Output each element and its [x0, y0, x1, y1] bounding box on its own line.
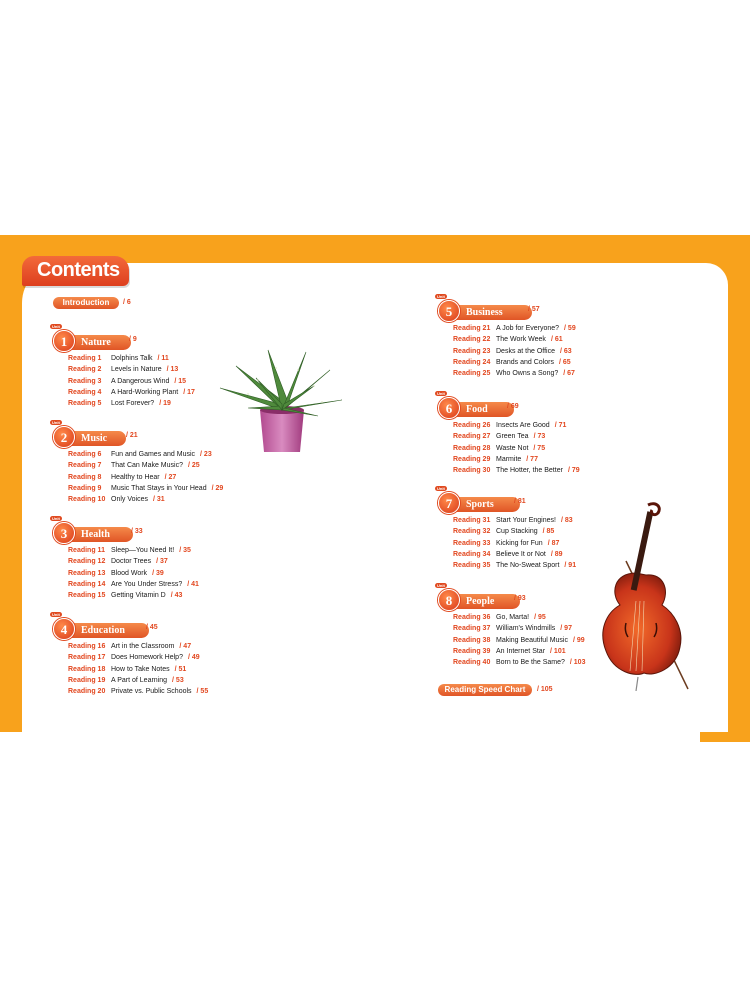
reading-title: William's Windmills: [496, 625, 556, 633]
reading-row[interactable]: [453, 549, 576, 560]
introduction-link[interactable]: Introduction: [53, 297, 119, 309]
reading-page: / 73: [533, 433, 546, 441]
reading-number: Reading 24: [453, 358, 491, 366]
reading-title: Healthy to Hear: [111, 473, 160, 481]
reading-title: Are You Under Stress?: [111, 580, 183, 588]
unit-1-page: / 9: [129, 336, 137, 343]
reading-number: Reading 27: [453, 433, 491, 441]
reading-number: Reading 32: [453, 528, 491, 536]
unit-tag-label: Unit: [52, 516, 60, 521]
reading-page: / 65: [558, 358, 571, 366]
reading-number: Reading 2: [68, 366, 102, 374]
reading-page: / 87: [547, 539, 560, 547]
reading-title: Art in the Classroom: [111, 643, 175, 651]
page-title: Contents: [22, 256, 129, 286]
reading-title: Levels in Nature: [111, 366, 162, 374]
reading-title: Only Voices: [111, 496, 148, 504]
reading-page: / 101: [550, 647, 566, 655]
reading-speed-chart-link[interactable]: Reading Speed Chart: [438, 684, 532, 696]
reading-number: Reading 1: [68, 355, 102, 363]
reading-row[interactable]: [68, 579, 199, 590]
unit-tag-label: Unit: [52, 324, 60, 329]
reading-number: Reading 30: [453, 467, 491, 475]
reading-number: Reading 31: [453, 517, 491, 525]
reading-number: Reading 33: [453, 539, 491, 547]
unit-6-page: / 69: [507, 403, 519, 410]
reading-row[interactable]: [68, 387, 195, 398]
reading-page: / 15: [174, 377, 187, 385]
unit-number-badge: 2: [53, 426, 75, 448]
unit-8-readings: [453, 612, 585, 668]
reading-page: / 59: [564, 325, 576, 333]
reading-page: / 53: [172, 676, 184, 684]
reading-title: Desks at the Office: [496, 347, 556, 355]
reading-title: Who Owns a Song?: [496, 370, 559, 378]
reading-page: / 11: [157, 355, 169, 363]
reading-page: / 25: [187, 462, 200, 470]
reading-number: Reading 3: [68, 377, 102, 385]
reading-row[interactable]: [453, 623, 585, 634]
reading-row[interactable]: [453, 538, 576, 549]
reading-row[interactable]: [68, 460, 223, 471]
reading-page: / 37: [156, 558, 168, 566]
reading-row[interactable]: [68, 664, 208, 675]
reading-row[interactable]: [453, 346, 576, 357]
reading-number: Reading 34: [453, 550, 491, 558]
reading-page: / 85: [542, 528, 555, 536]
reading-row[interactable]: [453, 646, 585, 657]
reading-number: Reading 10: [68, 496, 106, 504]
unit-tag-label: Unit: [437, 583, 445, 588]
reading-title: Marmite: [496, 455, 522, 463]
reading-page: / 95: [534, 614, 546, 622]
reading-title: A Dangerous Wind: [111, 377, 170, 385]
unit-name: Health: [71, 527, 133, 542]
reading-number: Reading 22: [453, 336, 491, 344]
unit-number-badge: 5: [438, 300, 460, 322]
reading-row[interactable]: [68, 686, 208, 697]
unit-name: Food: [456, 402, 514, 417]
reading-title: A Job for Everyone?: [496, 325, 560, 333]
reading-title: Dolphins Talk: [111, 355, 153, 363]
reading-number: Reading 19: [68, 676, 106, 684]
reading-number: Reading 17: [68, 654, 106, 662]
reading-number: Reading 6: [68, 451, 102, 459]
reading-row[interactable]: [453, 431, 580, 442]
unit-6-readings: [453, 420, 580, 476]
reading-title: Lost Forever?: [111, 400, 155, 408]
unit-tag-label: Unit: [437, 486, 445, 491]
reading-number: Reading 40: [453, 659, 491, 667]
reading-title: Start Your Engines!: [496, 517, 556, 525]
reading-page: / 47: [179, 643, 192, 651]
reading-page: / 55: [196, 688, 209, 696]
unit-tag-label: Unit: [52, 420, 60, 425]
reading-page: / 51: [174, 665, 187, 673]
reading-row[interactable]: [453, 323, 576, 334]
reading-page: / 63: [560, 347, 572, 355]
reading-row[interactable]: [68, 494, 223, 505]
unit-2-readings: [68, 449, 223, 505]
reading-row[interactable]: [453, 560, 576, 571]
reading-number: Reading 28: [453, 444, 491, 452]
reading-title: A Part of Learning: [111, 676, 168, 684]
reading-row[interactable]: [453, 612, 585, 623]
reading-title: Insects Are Good: [496, 422, 550, 430]
reading-title: Believe It or Not: [496, 550, 546, 558]
reading-row[interactable]: [453, 443, 580, 454]
unit-number-badge: 7: [438, 492, 460, 514]
reading-row[interactable]: [68, 568, 199, 579]
reading-number: Reading 5: [68, 400, 102, 408]
reading-row[interactable]: [68, 353, 195, 364]
reading-row[interactable]: [68, 472, 223, 483]
unit-number-badge: 6: [438, 397, 460, 419]
reading-number: Reading 9: [68, 484, 102, 492]
reading-number: Reading 18: [68, 665, 106, 673]
reading-title: The Work Week: [496, 336, 546, 344]
reading-page: / 97: [560, 625, 572, 633]
reading-row[interactable]: [453, 334, 576, 345]
reading-number: Reading 29: [453, 455, 491, 463]
reading-row[interactable]: [453, 454, 580, 465]
unit-2-page: / 21: [126, 432, 138, 439]
aloe-plant-image: [218, 348, 344, 454]
unit-number-badge: 4: [53, 618, 75, 640]
reading-title: Green Tea: [496, 433, 529, 441]
unit-number-badge: 8: [438, 589, 460, 611]
reading-row[interactable]: [68, 449, 223, 460]
unit-7-readings: [453, 515, 576, 571]
reading-title: Waste Not: [496, 444, 529, 452]
reading-row[interactable]: [68, 652, 208, 663]
reading-row[interactable]: [453, 515, 576, 526]
reading-number: Reading 16: [68, 643, 106, 651]
reading-number: Reading 15: [68, 592, 106, 600]
reading-title: The No-Sweat Sport: [496, 562, 560, 570]
reading-page: / 79: [567, 467, 580, 475]
reading-number: Reading 7: [68, 462, 102, 470]
reading-row[interactable]: [453, 368, 576, 379]
reading-number: Reading 13: [68, 569, 106, 577]
reading-row[interactable]: [453, 465, 580, 476]
reading-page: / 99: [572, 636, 585, 644]
reading-row[interactable]: [453, 526, 576, 537]
reading-number: Reading 12: [68, 558, 106, 566]
reading-page: / 35: [179, 547, 191, 555]
reading-number: Reading 11: [68, 547, 105, 555]
unit-name: Business: [456, 305, 532, 320]
reading-page: / 43: [170, 592, 183, 600]
reading-row[interactable]: [68, 376, 195, 387]
reading-title: Blood Work: [111, 569, 148, 577]
unit-5-readings: [453, 323, 576, 379]
unit-4-page: / 45: [146, 624, 158, 631]
reading-page: / 19: [159, 400, 171, 408]
reading-title: Doctor Trees: [111, 558, 152, 566]
reading-page: / 29: [211, 484, 224, 492]
cello-image: [596, 501, 690, 691]
reading-title: How to Take Notes: [111, 665, 170, 673]
unit-number-badge: 1: [53, 330, 75, 352]
unit-4-readings: [68, 641, 208, 697]
unit-tag-label: Unit: [52, 612, 60, 617]
unit-number-badge: 3: [53, 522, 75, 544]
reading-row[interactable]: [453, 657, 585, 668]
reading-row[interactable]: [453, 635, 585, 646]
reading-row[interactable]: [68, 483, 223, 494]
unit-5-page: / 57: [528, 306, 540, 313]
reading-title: An Internet Star: [496, 647, 546, 655]
reading-number: Reading 38: [453, 636, 491, 644]
unit-tag-label: Unit: [437, 391, 445, 396]
reading-page: / 49: [187, 654, 200, 662]
reading-page: / 77: [526, 455, 538, 463]
reading-row[interactable]: [68, 545, 199, 556]
reading-number: Reading 20: [68, 688, 106, 696]
reading-page: / 17: [183, 388, 195, 396]
reading-number: Reading 23: [453, 347, 491, 355]
unit-1-readings: [68, 353, 195, 409]
unit-name: Music: [71, 431, 126, 446]
reading-row[interactable]: [453, 357, 576, 368]
reading-title: Go, Marta!: [496, 614, 530, 622]
unit-name: Nature: [71, 335, 131, 350]
introduction-page: / 6: [123, 299, 131, 306]
reading-title: Cup Stacking: [496, 528, 538, 536]
reading-number: Reading 14: [68, 580, 106, 588]
reading-number: Reading 4: [68, 388, 102, 396]
reading-title: Music That Stays in Your Head: [111, 484, 207, 492]
unit-3-page: / 33: [131, 528, 143, 535]
reading-page: / 61: [550, 336, 563, 344]
reading-title: Private vs. Public Schools: [111, 688, 192, 696]
reading-row[interactable]: [68, 675, 208, 686]
reading-page: / 39: [152, 569, 164, 577]
reading-title: Making Beautiful Music: [496, 636, 568, 644]
unit-tag-label: Unit: [437, 294, 445, 299]
reading-number: Reading 35: [453, 562, 491, 570]
reading-title: Born to Be the Same?: [496, 659, 565, 667]
reading-page: / 91: [564, 562, 577, 570]
unit-name: People: [456, 594, 520, 609]
reading-row[interactable]: [68, 556, 199, 567]
reading-page: / 31: [152, 496, 165, 504]
reading-page: / 83: [560, 517, 573, 525]
reading-number: Reading 39: [453, 647, 491, 655]
reading-row[interactable]: [68, 364, 195, 375]
reading-number: Reading 26: [453, 422, 491, 430]
reading-title: Sleep—You Need It!: [111, 547, 175, 555]
reading-page: / 89: [550, 550, 563, 558]
reading-title: A Hard-Working Plant: [111, 388, 179, 396]
reading-number: Reading 37: [453, 625, 491, 633]
reading-page: / 71: [554, 422, 567, 430]
reading-number: Reading 25: [453, 370, 491, 378]
reading-page: / 13: [166, 366, 179, 374]
reading-number: Reading 8: [68, 473, 102, 481]
unit-7-page: / 81: [514, 498, 526, 505]
reading-title: Fun and Games and Music: [111, 451, 196, 459]
reading-page: / 75: [533, 444, 546, 452]
reading-number: Reading 21: [453, 325, 491, 333]
reading-title: The Hotter, the Better: [496, 467, 563, 475]
unit-8-page: / 93: [514, 595, 526, 602]
reading-page: / 27: [164, 473, 177, 481]
reading-title: Does Homework Help?: [111, 654, 183, 662]
reading-row[interactable]: [453, 420, 580, 431]
reading-speed-chart-page: / 105: [537, 686, 553, 693]
reading-page: / 23: [200, 451, 212, 459]
unit-name: Education: [71, 623, 149, 638]
reading-title: Getting Vitamin D: [111, 592, 166, 600]
unit-name: Sports: [456, 497, 520, 512]
reading-title: Brands and Colors: [496, 358, 554, 366]
reading-row[interactable]: [68, 398, 195, 409]
reading-title: Kicking for Fun: [496, 539, 543, 547]
reading-row[interactable]: [68, 590, 199, 601]
reading-page: / 103: [569, 659, 586, 667]
reading-title: That Can Make Music?: [111, 462, 183, 470]
unit-3-readings: [68, 545, 199, 601]
reading-page: / 67: [563, 370, 575, 378]
reading-page: / 41: [187, 580, 199, 588]
reading-number: Reading 36: [453, 614, 491, 622]
reading-row[interactable]: [68, 641, 208, 652]
